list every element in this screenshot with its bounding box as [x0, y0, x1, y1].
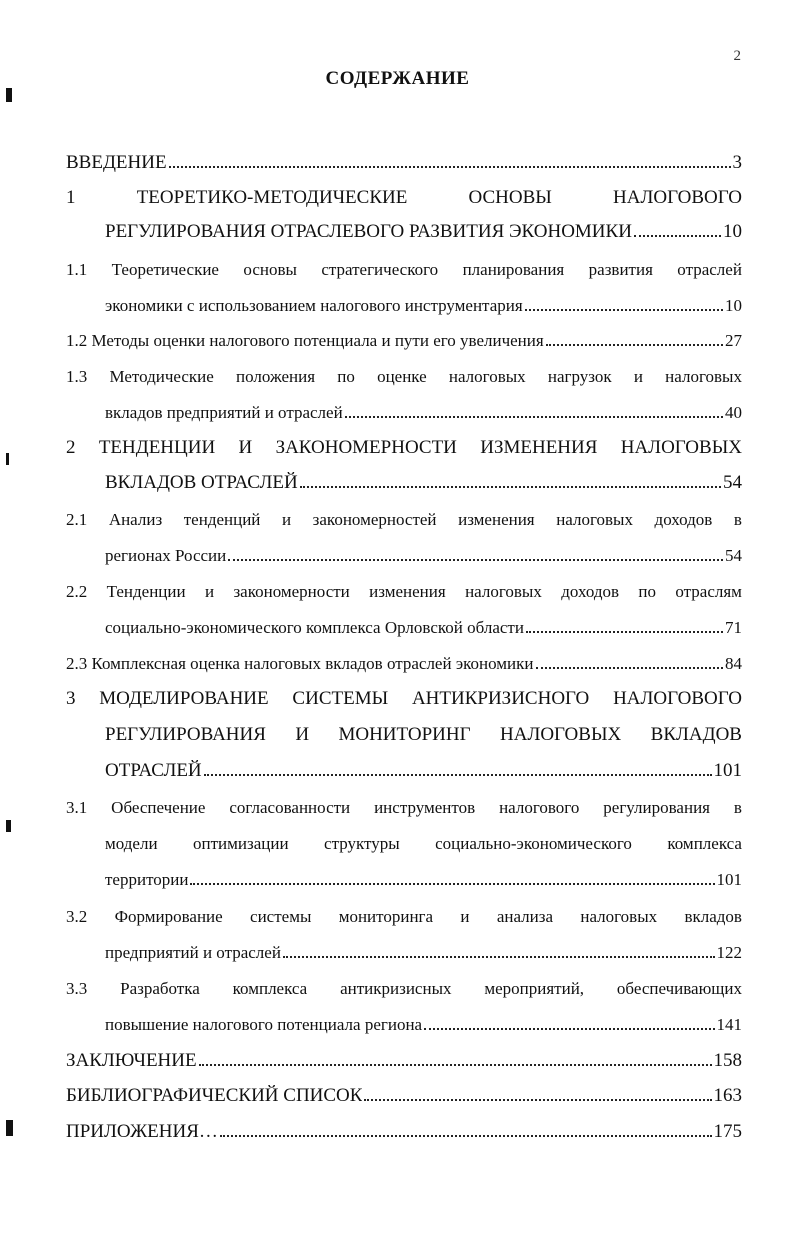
page-title: СОДЕРЖАНИЕ [325, 68, 470, 89]
toc-word: 3.2 [66, 907, 88, 926]
dot-leader [345, 416, 723, 418]
toc-page-number: 3 [732, 152, 742, 173]
toc-entry-text: социально-экономического комплекса Орловской области [105, 618, 524, 637]
dot-leader [169, 166, 731, 168]
toc-word: закономерностей [312, 510, 437, 529]
toc-word: 2.2 [66, 582, 88, 601]
toc-word: Разработка [120, 979, 200, 998]
toc-entry[interactable] [105, 545, 742, 567]
toc-entry[interactable] [66, 1050, 742, 1072]
toc-entry-text: РЕГУЛИРОВАНИЯ ОТРАСЛЕВОГО РАЗВИТИЯ ЭКОНОМИКИ [105, 221, 632, 242]
toc-entry-text: ОТРАСЛЕЙ [105, 760, 202, 781]
toc-word: ВКЛАДОВ [650, 724, 742, 745]
toc-word: стратегического [321, 260, 439, 279]
toc-word: в [733, 798, 742, 817]
toc-word: и [281, 510, 292, 529]
toc-word: 3 [66, 688, 76, 709]
toc-word: 2 [66, 437, 76, 458]
toc-line [66, 509, 742, 531]
toc-page-number: 158 [713, 1050, 742, 1071]
toc-word: РЕГУЛИРОВАНИЯ [105, 724, 266, 745]
dot-leader [634, 235, 721, 237]
toc-entry-text: повышение налогового потенциала региона [105, 1015, 423, 1034]
toc-line [105, 724, 742, 746]
toc-word: Формирование [114, 907, 223, 926]
toc-entry[interactable] [66, 330, 742, 352]
toc-word: налоговых [465, 582, 542, 601]
toc-word: инструментов [374, 798, 476, 817]
toc-word: отраслей [677, 260, 742, 279]
toc-word: комплекса [667, 834, 742, 853]
toc-word: оптимизации [193, 834, 289, 853]
toc-word: положения [236, 367, 316, 386]
toc-word: доходов [654, 510, 713, 529]
toc-word: ТЕОРЕТИКО-МЕТОДИЧЕСКИЕ [136, 187, 408, 208]
page-number: 2 [733, 48, 741, 64]
scan-mark [6, 820, 11, 832]
toc-entry-text: БИБЛИОГРАФИЧЕСКИЙ СПИСОК [66, 1085, 363, 1106]
dot-leader [204, 774, 712, 776]
toc-page-number: 54 [723, 472, 742, 493]
toc-entry[interactable] [105, 1014, 742, 1036]
toc-entry[interactable] [66, 1121, 742, 1143]
toc-entry[interactable] [105, 472, 742, 494]
toc-word: доходов [561, 582, 619, 601]
toc-page-number: 10 [723, 221, 742, 242]
toc-word: 3.3 [66, 979, 88, 998]
toc-line [66, 187, 742, 209]
toc-word: системы [250, 907, 312, 926]
toc-page-number: 27 [725, 331, 742, 350]
toc-word: 3.1 [66, 798, 88, 817]
toc-word: в [733, 510, 742, 529]
toc-entry-text: вкладов предприятий и отраслей [105, 403, 343, 422]
toc-page-number: 141 [716, 1015, 742, 1034]
toc-entry-text: 1.2 Методы оценки налогового потенциала и пути его увеличения [66, 331, 544, 350]
toc-word: налоговых [556, 510, 633, 529]
toc-entry[interactable] [105, 617, 742, 639]
toc-word: ИЗМЕНЕНИЯ [480, 437, 598, 458]
toc-line [66, 581, 742, 603]
scan-mark [6, 88, 12, 102]
toc-word: мероприятий, [484, 979, 585, 998]
toc-word: Анализ [108, 510, 163, 529]
toc-entry-text: ВКЛАДОВ ОТРАСЛЕЙ [105, 472, 298, 493]
toc-word: антикризисных [340, 979, 452, 998]
toc-word: МОНИТОРИНГ [338, 724, 471, 745]
dot-leader [536, 667, 723, 669]
toc-word: нагрузок [547, 367, 612, 386]
toc-entry-text: ВВЕДЕНИЕ [66, 152, 167, 173]
toc-word: отраслям [675, 582, 742, 601]
toc-word: ОСНОВЫ [468, 187, 552, 208]
toc-page-number: 71 [725, 618, 742, 637]
toc-page-number: 122 [716, 943, 742, 962]
toc-word: по [337, 367, 355, 386]
scan-mark [6, 1120, 13, 1136]
toc-word: НАЛОГОВЫХ [500, 724, 622, 745]
toc-line [66, 978, 742, 1000]
toc-entry-text: 2.3 Комплексная оценка налоговых вкладов отраслей экономики [66, 654, 534, 673]
toc-page-number: 101 [713, 760, 742, 781]
toc-word: регулирования [603, 798, 710, 817]
toc-line [66, 797, 742, 819]
toc-word: и [633, 367, 643, 386]
toc-line [66, 906, 742, 928]
dot-leader [199, 1064, 712, 1066]
toc-word: ТЕНДЕНЦИИ [98, 437, 216, 458]
toc-page-number: 10 [725, 296, 742, 315]
toc-page-number: 163 [713, 1085, 742, 1106]
toc-word: структуры [324, 834, 400, 853]
toc-word: 1.1 [66, 260, 88, 279]
toc-word: АНТИКРИЗИСНОГО [411, 688, 590, 709]
toc-entry[interactable] [105, 295, 742, 317]
toc-word: налоговых [580, 907, 658, 926]
toc-word: основы [243, 260, 297, 279]
toc-page-number: 175 [713, 1121, 742, 1142]
toc-line [105, 833, 742, 855]
scan-mark [6, 453, 9, 465]
toc-entry[interactable] [105, 221, 742, 243]
toc-line [66, 366, 742, 388]
toc-entry[interactable] [105, 942, 742, 964]
toc-word: налоговых [665, 367, 742, 386]
toc-word: 2.1 [66, 510, 88, 529]
toc-word: НАЛОГОВОГО [613, 187, 742, 208]
toc-entry-text: ЗАКЛЮЧЕНИЕ [66, 1050, 197, 1071]
toc-word: изменения [369, 582, 446, 601]
toc-entry[interactable] [66, 1085, 742, 1107]
toc-line [66, 688, 742, 710]
toc-word: 1 [66, 187, 76, 208]
toc-word: комплекса [232, 979, 308, 998]
toc-word: согласованности [229, 798, 351, 817]
toc-word: обеспечивающих [616, 979, 742, 998]
toc-word: закономерности [233, 582, 350, 601]
dot-leader [220, 1135, 712, 1137]
toc-word: вкладов [684, 907, 742, 926]
dot-leader [228, 559, 723, 561]
toc-word: Методические [109, 367, 214, 386]
toc-word: изменения [458, 510, 535, 529]
toc-entry-text: экономики с использованием налогового инструментария [105, 296, 523, 315]
dot-leader [546, 344, 723, 346]
dot-leader [364, 1099, 711, 1101]
dot-leader [283, 956, 715, 958]
toc-word: модели [105, 834, 158, 853]
toc-word: по [638, 582, 656, 601]
toc-word: НАЛОГОВОГО [613, 688, 742, 709]
toc-entry[interactable] [105, 402, 742, 424]
toc-word: СИСТЕМЫ [292, 688, 389, 709]
toc-word: мониторинга [338, 907, 434, 926]
toc-word: налоговых [448, 367, 526, 386]
toc-word: Теоретические [111, 260, 219, 279]
toc-word: 1.3 [66, 367, 88, 386]
toc-word: анализа [496, 907, 554, 926]
dot-leader [525, 309, 723, 311]
toc-entry[interactable] [105, 869, 742, 891]
toc-word: МОДЕЛИРОВАНИЕ [99, 688, 269, 709]
toc-word: и [204, 582, 215, 601]
dot-leader [300, 486, 721, 488]
toc-word: ЗАКОНОМЕРНОСТИ [275, 437, 457, 458]
toc-word: развития [588, 260, 653, 279]
toc-word: социально-экономического [435, 834, 632, 853]
toc-page-number: 101 [716, 870, 742, 889]
toc-entry[interactable] [66, 152, 742, 174]
toc-word: налогового [499, 798, 580, 817]
toc-word: НАЛОГОВЫХ [620, 437, 742, 458]
toc-line [66, 259, 742, 281]
toc-entry-text: предприятий и отраслей [105, 943, 281, 962]
toc-word: Тенденции [106, 582, 186, 601]
dot-leader [526, 631, 723, 633]
toc-entry-text: ПРИЛОЖЕНИЯ… [66, 1121, 218, 1142]
toc-entry-text: регионах России [105, 546, 227, 565]
toc-word: тенденций [183, 510, 261, 529]
toc-word: И [295, 724, 310, 745]
toc-word: И [238, 437, 253, 458]
toc-page-number: 40 [725, 403, 742, 422]
toc-entry[interactable] [66, 653, 742, 675]
toc-word: планирования [462, 260, 565, 279]
dot-leader [424, 1028, 714, 1030]
dot-leader [190, 883, 714, 885]
toc-page-number: 54 [725, 546, 742, 565]
toc-entry[interactable] [105, 760, 742, 782]
toc-word: оценке [377, 367, 427, 386]
toc-page-number: 84 [725, 654, 742, 673]
toc-word: Обеспечение [111, 798, 206, 817]
toc-entry-text: территории [105, 870, 189, 889]
toc-line [66, 437, 742, 459]
toc-word: и [460, 907, 470, 926]
